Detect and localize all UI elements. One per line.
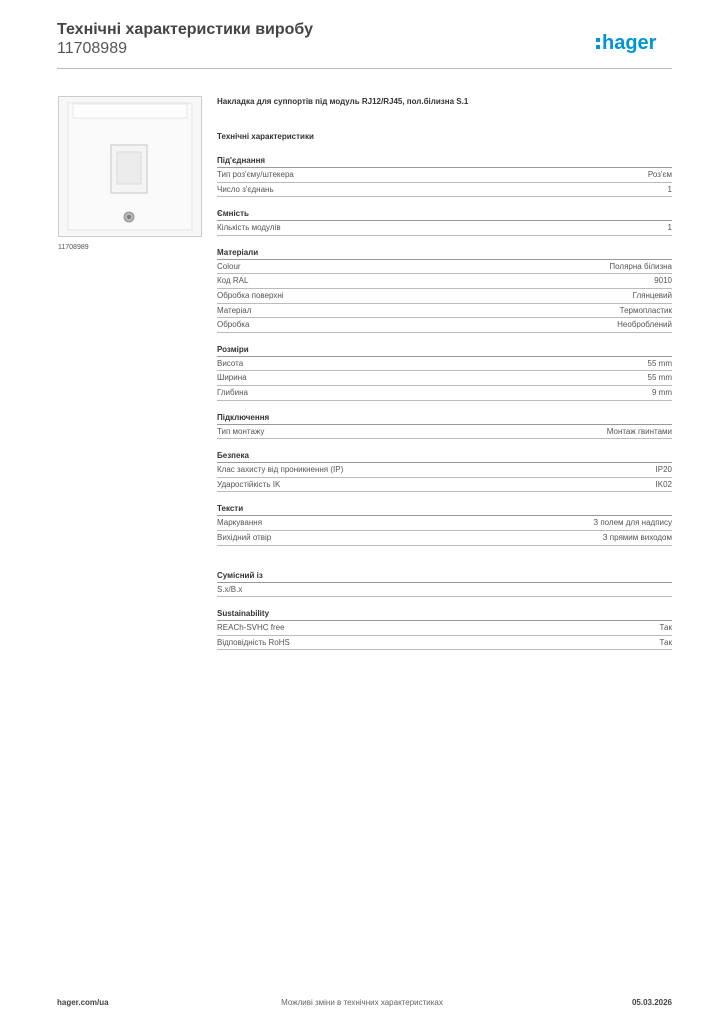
spec-label: Клас захисту від проникнення (IP) (217, 465, 344, 475)
footer-date: 05.03.2026 (631, 998, 672, 1007)
spec-section (217, 503, 672, 545)
footer-disclaimer: Можливі зміни в технічних характеристиках (281, 998, 443, 1007)
spec-row (217, 304, 672, 319)
spec-section (217, 247, 672, 333)
spec-section (217, 208, 672, 236)
spec-row (217, 463, 672, 478)
footer-website: hager.com/ua (57, 998, 109, 1007)
section-title: Ємність (217, 208, 672, 221)
spec-label: Обробка поверхні (217, 290, 284, 300)
spec-row (217, 583, 672, 598)
spec-row (217, 386, 672, 401)
spec-section (217, 412, 672, 440)
product-image (58, 96, 202, 237)
spec-label: Глибина (217, 387, 248, 397)
section-title: Під'єднання (217, 155, 672, 168)
spec-label: Відповідність RoHS (217, 637, 290, 647)
spec-label: Ударостійкість IK (217, 479, 281, 489)
spec-value: Глянцевий (632, 290, 672, 300)
spec-label: Код RAL (217, 276, 249, 286)
spec-value: 1 (667, 223, 672, 233)
spec-label: Число з'єднань (217, 184, 274, 194)
product-title: Накладка для суппортів під модуль RJ12/RJ45, пол.білизна S.1 (217, 97, 469, 106)
product-code: 11708989 (57, 40, 127, 57)
header-divider (57, 68, 672, 69)
hager-logo (594, 28, 674, 58)
spec-value: 1 (667, 184, 672, 194)
spec-value: Термопластик (619, 305, 672, 315)
spec-sections (217, 155, 672, 650)
spec-value: З прямим виходом (602, 532, 672, 542)
spec-section (217, 570, 672, 598)
section-title: Сумісний із (217, 570, 672, 583)
section-title: Тексти (217, 503, 672, 516)
spec-value: 9 mm (652, 387, 672, 397)
spec-value: Полярна білизна (609, 261, 672, 271)
spec-label: Обробка (217, 320, 250, 330)
spec-row (217, 318, 672, 333)
spec-value: Монтаж гвинтами (606, 426, 672, 436)
spec-value: Так (659, 623, 672, 633)
image-caption: 11708989 (58, 244, 89, 251)
spec-label: REACh-SVHC free (217, 623, 285, 633)
spec-value: Роз'єм (647, 170, 672, 179)
spec-label: Вихідний отвір (217, 532, 272, 542)
spec-label: Матеріал (217, 305, 252, 315)
spec-row (217, 357, 672, 372)
spec-section (217, 155, 672, 197)
section-title: Підключення (217, 412, 672, 425)
tech-heading: Технічні характеристики (217, 132, 314, 141)
spec-value: 9010 (654, 276, 672, 286)
spec-section (217, 608, 672, 650)
page-title: Технічні характеристики виробу (57, 21, 313, 38)
section-title: Безпека (217, 450, 672, 463)
section-title: Матеріали (217, 247, 672, 260)
spec-value: IK02 (655, 479, 672, 489)
spec-row (217, 531, 672, 546)
spec-label: Маркування (217, 518, 263, 528)
section-title: Sustainability (217, 608, 672, 621)
spec-content (217, 95, 672, 650)
spec-label: S.x/B.x (217, 584, 243, 594)
spec-value: З полем для надпису (593, 518, 672, 528)
spec-label: Colour (217, 261, 241, 271)
spec-section (217, 450, 672, 492)
spec-label: Кількість модулів (217, 223, 281, 233)
spec-row (217, 168, 672, 183)
spec-section (217, 344, 672, 401)
spec-label: Тип роз'єму/штекера (217, 170, 294, 179)
spec-row (217, 478, 672, 493)
spec-value: Необроблений (617, 320, 672, 330)
spec-label: Висота (217, 358, 244, 368)
spec-label: Ширина (217, 373, 247, 383)
spec-row (217, 636, 672, 651)
spec-value: 55 mm (647, 358, 672, 368)
spec-value: Так (659, 637, 672, 647)
spec-value: IP20 (655, 465, 672, 475)
spec-row (217, 289, 672, 304)
spec-value: 55 mm (647, 373, 672, 383)
spec-row (217, 621, 672, 636)
spec-row (217, 516, 672, 531)
spec-row (217, 183, 672, 198)
spec-row (217, 274, 672, 289)
spec-row (217, 221, 672, 236)
spec-row (217, 260, 672, 275)
spec-row (217, 371, 672, 386)
spec-label: Тип монтажу (217, 426, 265, 436)
logo-text: hager (602, 32, 657, 54)
spec-row (217, 425, 672, 440)
section-title: Розміри (217, 344, 672, 357)
